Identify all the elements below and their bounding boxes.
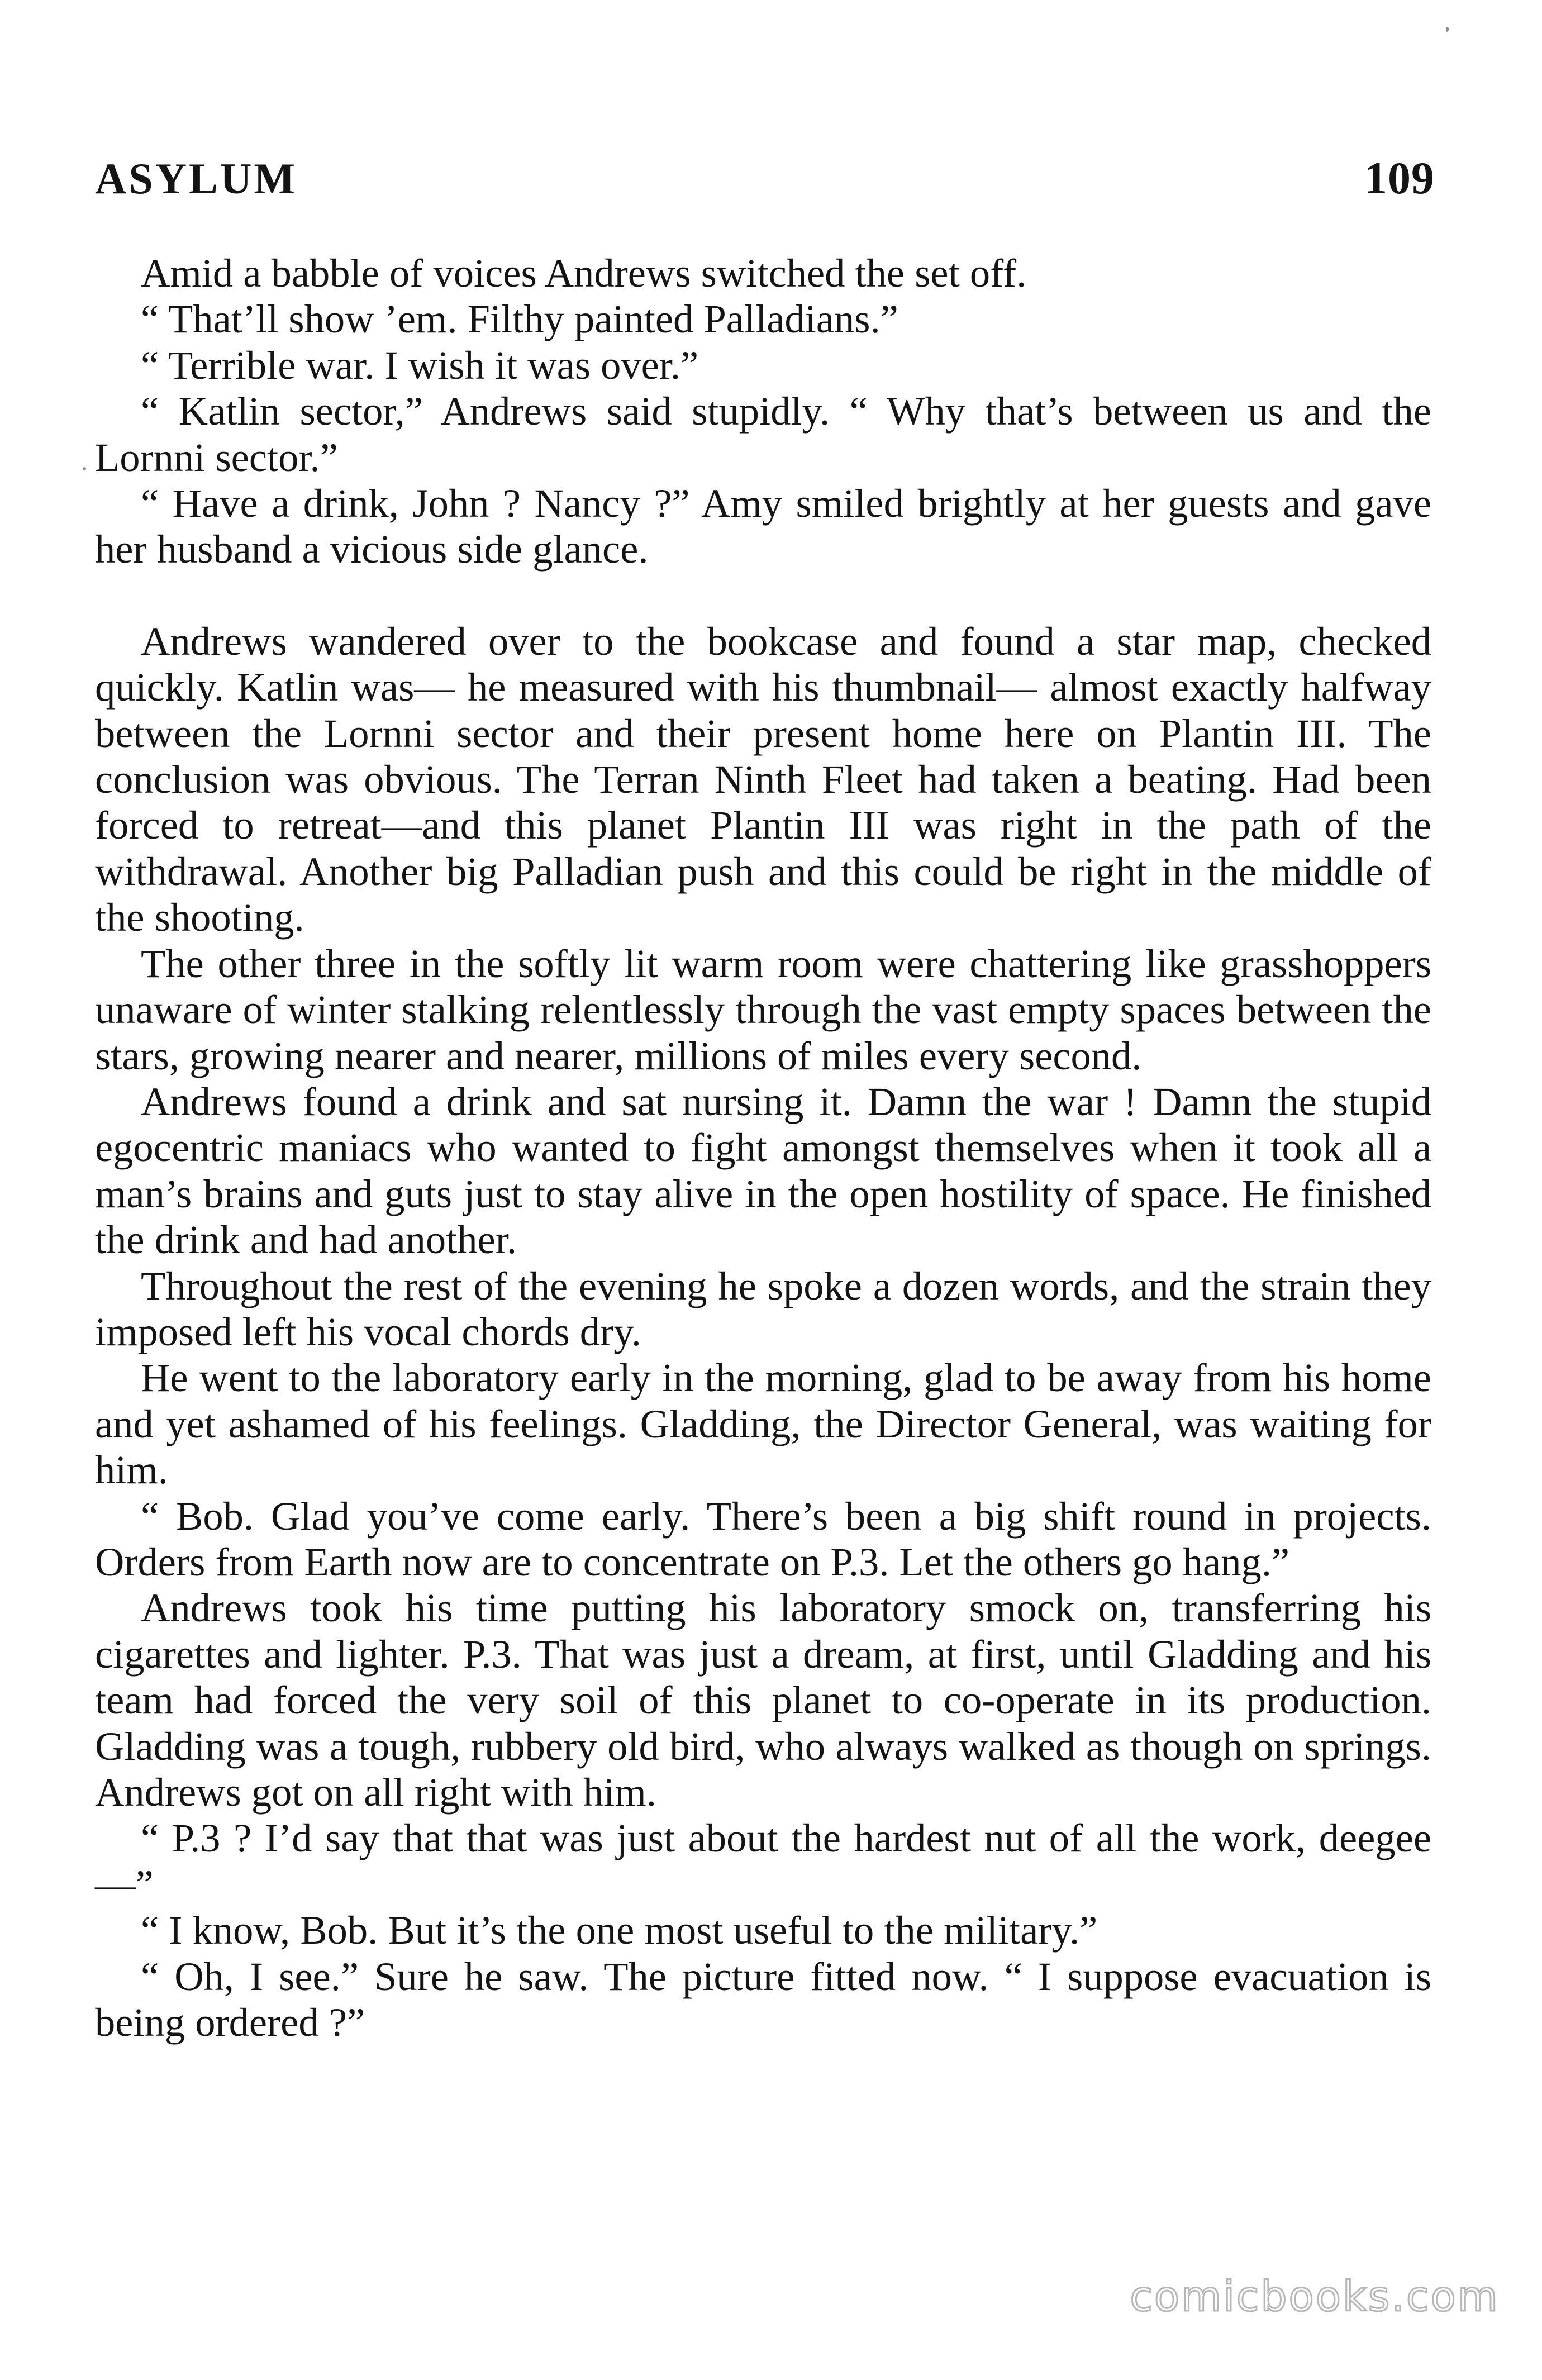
paragraph: Andrews found a drink and sat nursing it. Damn the war ! Damn the stupid egocentric maniacs who wanted to fight amongst themselves when it took all a man’s brains and guts just to stay alive in the open hostility of space. He finished the drink and had another. <box>95 1078 1431 1263</box>
page-header <box>95 152 1435 204</box>
paragraph: “ Katlin sector,” Andrews said stupidly. “ Why that’s between us and the Lornni sector.” <box>95 388 1431 480</box>
paragraph: Andrews wandered over to the bookcase and found a star map, checked quickly. Katlin was— he measured with his thumbnail— almost exactly halfway between the Lornni sector and their present home here on Plantin III. The conclusion was obvious. The Terran Ninth Fleet had taken a beating. Had been forced to retreat—and this planet Plantin III was right in the path of the withdrawal. Another big Palladian push and this could be right in the middle of the shooting. <box>95 618 1431 940</box>
page-number: 109 <box>1364 153 1435 203</box>
paragraph: “ Terrible war. I wish it was over.” <box>141 342 699 388</box>
running-head: ASYLUM <box>95 154 298 203</box>
paragraph: Throughout the rest of the evening he spoke a dozen words, and the strain they imposed left his vocal chords dry. <box>95 1263 1431 1354</box>
print-speck <box>83 467 86 470</box>
paragraph: The other three in the softly lit warm room were chattering like grasshoppers unaware of winter stalking relentlessly through the vast empty spaces between the stars, growing nearer and nearer, millions of miles every second. <box>95 940 1431 1078</box>
paragraph: “ Bob. Glad you’ve come early. There’s been a big shift round in projects. Orders from Earth now are to concentrate on P.3. Let the others go hang.” <box>95 1493 1431 1584</box>
paragraph: He went to the laboratory early in the morning, glad to be away from his home and yet ashamed of his feelings. Gladding, the Director General, was waiting for him. <box>95 1355 1431 1493</box>
paragraph: Andrews took his time putting his laboratory smock on, transferring his cigarettes and lighter. P.3. That was just a dream, at first, until Gladding and his team had forced the very soil of this planet to co-operate in its production. Gladding was a tough, rubbery old bird, who always walked as though on springs. Andrews got on all right with him. <box>95 1585 1431 1815</box>
paragraph: “ That’ll show ’em. Filthy painted Palladians.” <box>141 296 898 342</box>
paragraph: “ P.3 ? I’d say that that was just about the hardest nut of all the work, deegee—” <box>95 1815 1431 1907</box>
paragraph: Amid a babble of voices Andrews switched the set off. <box>141 250 1027 296</box>
watermark: comicbooks.com <box>1130 2273 1500 2321</box>
paragraph: “ Oh, I see.” Sure he saw. The picture fitted now. “ I suppose evacuation is being ordered ?” <box>95 1953 1431 2045</box>
body-text <box>95 250 1431 2045</box>
paragraph: “ Have a drink, John ? Nancy ?” Amy smiled brightly at her guests and gave her husband a vicious side glance. <box>95 480 1431 572</box>
print-speck <box>1446 27 1449 32</box>
paragraph: “ I know, Bob. But it’s the one most useful to the military.” <box>141 1907 1098 1953</box>
